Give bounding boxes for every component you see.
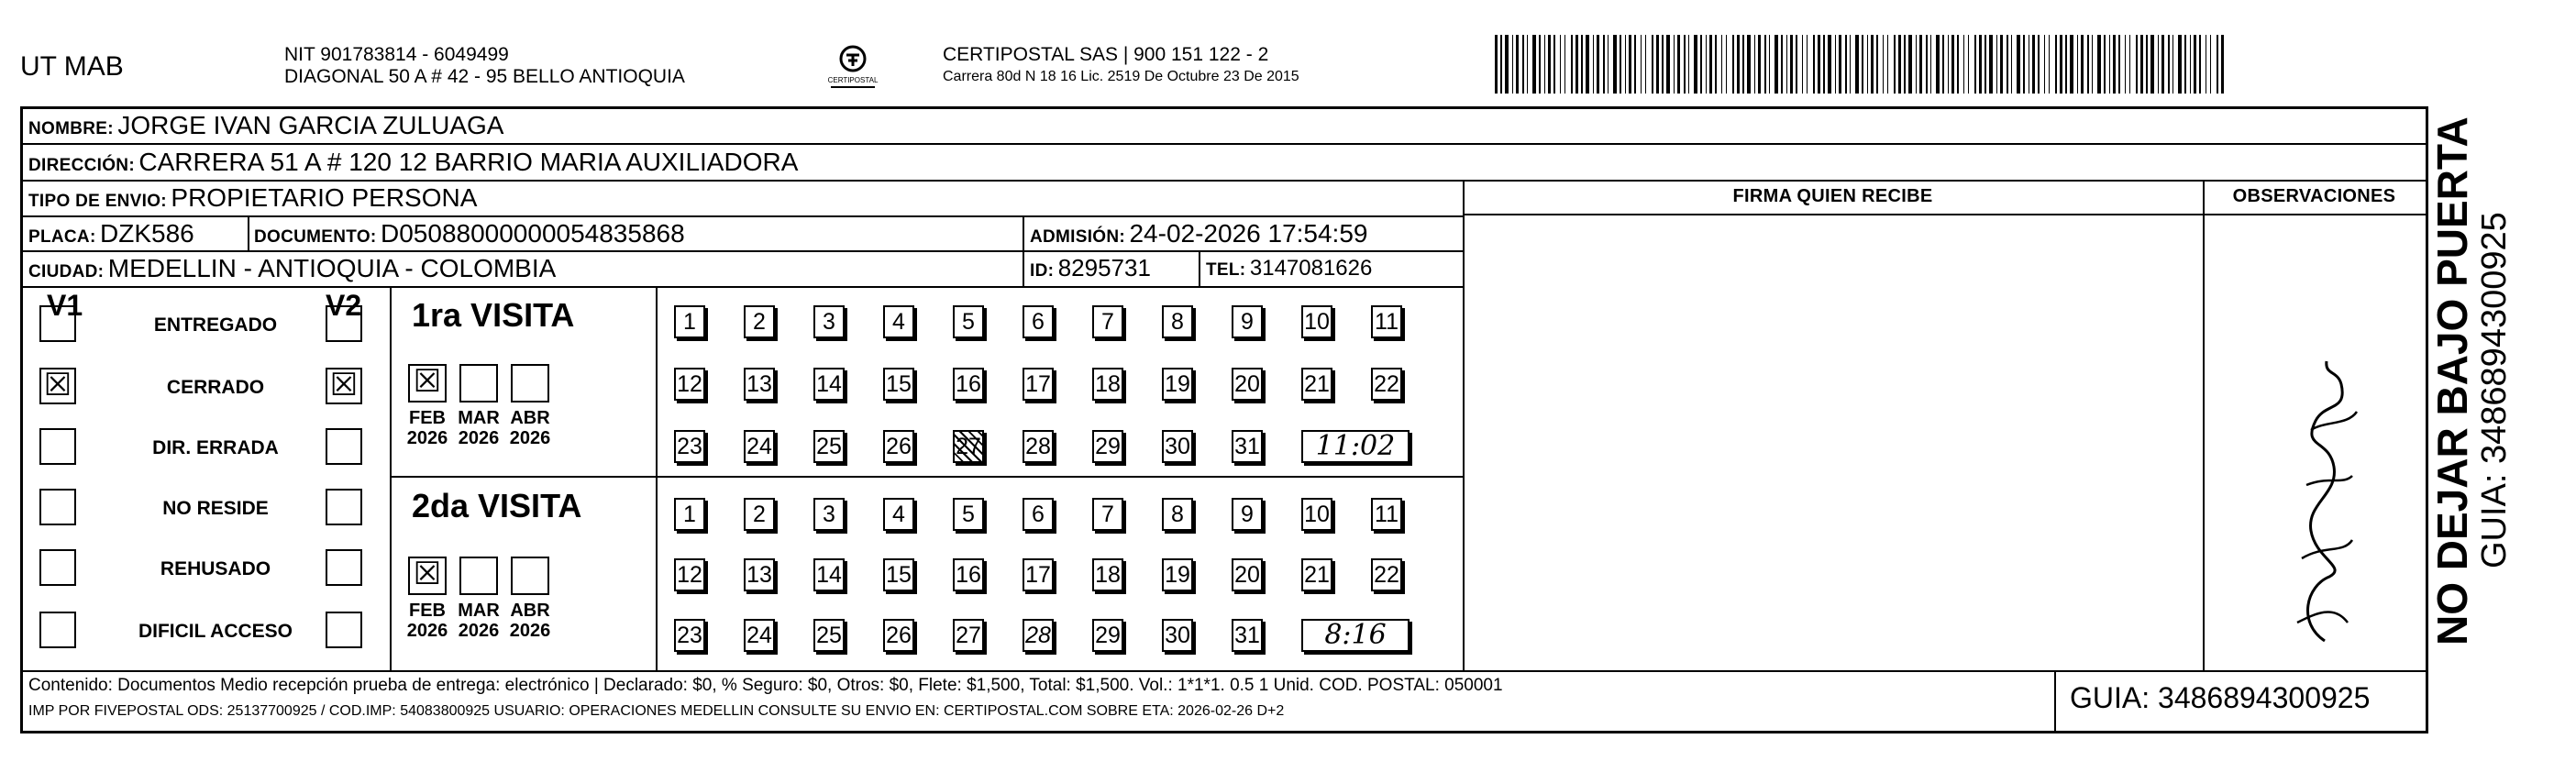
- month-label: FEB 2026: [406, 601, 448, 641]
- barcode-bar: [1709, 35, 1712, 94]
- day-box[interactable]: 29: [1092, 619, 1123, 652]
- v1-checkbox[interactable]: ☒: [39, 368, 76, 404]
- day-box[interactable]: 21: [1301, 368, 1332, 401]
- day-box[interactable]: 3: [813, 305, 845, 338]
- barcode-bar: [2190, 35, 2191, 94]
- barcode-bar: [2161, 35, 2164, 94]
- day-box[interactable]: 6: [1023, 305, 1054, 338]
- v2-checkbox[interactable]: ☒: [326, 368, 362, 404]
- documento-value: D05088000000054835868: [381, 219, 685, 248]
- barcode-bar: [1963, 35, 1964, 94]
- barcode-bar: [2199, 35, 2201, 94]
- day-box[interactable]: 21: [1301, 558, 1332, 591]
- barcode-bar: [1898, 35, 1901, 94]
- barcode-bar: [1516, 35, 1519, 94]
- month-label: ABR 2026: [509, 408, 551, 448]
- barcode-bar: [2217, 35, 2218, 94]
- day-box[interactable]: 3: [813, 498, 845, 531]
- v2-header: V2: [326, 289, 362, 322]
- barcode-bar: [1802, 35, 1803, 94]
- direccion-value: CARRERA 51 A # 120 12 BARRIO MARIA AUXILIADORA: [138, 148, 799, 176]
- barcode-bar: [1674, 35, 1675, 94]
- company-name: UT MAB: [20, 51, 124, 82]
- company-nit: NIT 901783814 - 6049499: [284, 44, 509, 65]
- side-guia: GUIA: 3486894300925: [2475, 212, 2514, 568]
- v2-checkbox[interactable]: [326, 549, 362, 586]
- barcode-bar: [1818, 35, 1820, 94]
- barcode-bar: [2150, 35, 2154, 94]
- barcode-bar: [1522, 35, 1524, 94]
- day-box[interactable]: 17: [1023, 558, 1054, 591]
- barcode-bar: [2158, 35, 2159, 94]
- barcode-bar: [2070, 35, 2073, 94]
- first-visit-title: 1ra VISITA: [412, 296, 575, 334]
- second-visit-title: 2da VISITA: [412, 487, 582, 524]
- day-box[interactable]: 9: [1232, 305, 1263, 338]
- barcode-bar: [1726, 35, 1727, 94]
- month-checkbox[interactable]: [459, 557, 498, 595]
- barcode-bar: [1828, 35, 1831, 94]
- barcode-bar: [2011, 35, 2012, 94]
- month-checkbox[interactable]: [511, 364, 549, 403]
- barcode-bar: [2194, 35, 2196, 94]
- status-label: ENTREGADO: [153, 314, 278, 336]
- barcode-bar: [2081, 35, 2084, 94]
- v2-checkbox[interactable]: [326, 489, 362, 525]
- day-box[interactable]: 8: [1162, 305, 1193, 338]
- id-label: ID:: [1030, 261, 1055, 281]
- barcode-bar: [2172, 35, 2173, 94]
- barcode-bar: [1894, 35, 1896, 94]
- barcode-bar: [1835, 35, 1836, 94]
- barcode-bar: [1974, 35, 1976, 94]
- delivery-form: [20, 106, 2428, 733]
- day-box[interactable]: 20: [1232, 558, 1263, 591]
- day-box[interactable]: 12: [674, 368, 705, 401]
- day-box[interactable]: 18: [1092, 368, 1123, 401]
- day-box[interactable]: 5: [953, 498, 984, 531]
- documento-label: DOCUMENTO:: [254, 227, 377, 247]
- barcode-bar: [1581, 35, 1583, 94]
- month-label: FEB 2026: [406, 408, 448, 448]
- barcode-bar: [1807, 35, 1808, 94]
- day-box[interactable]: 15: [883, 558, 914, 591]
- barcode-bar: [2168, 35, 2170, 94]
- barcode-bar: [1721, 35, 1722, 94]
- barcode-bar: [2077, 35, 2078, 94]
- day-box[interactable]: 19: [1162, 368, 1193, 401]
- barcode: [1495, 35, 2228, 94]
- no-dejar-bajo-puerta: NO DEJAR BAJO PUERTA: [2428, 116, 2476, 645]
- month-checkbox[interactable]: ☒: [408, 557, 447, 595]
- day-box[interactable]: 30: [1162, 619, 1193, 652]
- barcode-bar: [1586, 35, 1589, 94]
- day-box[interactable]: 19: [1162, 558, 1193, 591]
- month-checkbox[interactable]: ☒: [408, 364, 447, 403]
- barcode-bar: [2032, 35, 2035, 94]
- barcode-bar: [1758, 35, 1761, 94]
- day-box[interactable]: 11: [1371, 305, 1402, 338]
- admision-value: 24-02-2026 17:54:59: [1129, 219, 1368, 248]
- barcode-bar: [1715, 35, 1717, 94]
- guia-number: GUIA: 3486894300925: [2070, 681, 2371, 714]
- placa-value: DZK586: [100, 219, 194, 248]
- barcode-bar: [1684, 35, 1686, 94]
- direccion-label: DIRECCIÓN:: [28, 156, 135, 175]
- barcode-bar: [2146, 35, 2148, 94]
- day-box[interactable]: 23: [674, 430, 705, 463]
- barcode-bar: [1603, 35, 1605, 94]
- day-box[interactable]: 18: [1092, 558, 1123, 591]
- barcode-bar: [1790, 35, 1793, 94]
- day-box[interactable]: 31: [1232, 619, 1263, 652]
- barcode-bar: [1862, 35, 1863, 94]
- barcode-bar: [1942, 35, 1944, 94]
- v2-checkbox[interactable]: [326, 305, 362, 342]
- status-label: CERRADO: [166, 377, 265, 398]
- day-box[interactable]: 28: [1023, 619, 1054, 652]
- day-box[interactable]: 5: [953, 305, 984, 338]
- ciudad-value: MEDELLIN - ANTIOQUIA - COLOMBIA: [107, 254, 557, 282]
- day-box[interactable]: 24: [744, 619, 775, 652]
- barcode-bar: [1539, 35, 1541, 94]
- tipo-value: PROPIETARIO PERSONA: [171, 183, 478, 212]
- day-box[interactable]: 31: [1232, 430, 1263, 463]
- company-address: DIAGONAL 50 A # 42 - 95 BELLO ANTIOQUIA: [284, 66, 685, 87]
- carrier-name: CERTIPOSTAL SAS | 900 151 122 - 2: [943, 44, 1269, 65]
- footer-impresion: IMP POR FIVEPOSTAL ODS: 25137700925 / COD.IMP: 54083800925 USUARIO: OPERACIONES MEDELLIN CONSULTE SU ENVIO EN: CERTIPOSTAL.COM SOBRE ETA: 2026-02-26 D+2: [28, 703, 1285, 719]
- day-box[interactable]: 22: [1371, 558, 1402, 591]
- barcode-bar: [2109, 35, 2110, 94]
- barcode-bar: [2060, 35, 2062, 94]
- status-label: DIFICIL ACCESO: [138, 621, 293, 642]
- barcode-bar: [1876, 35, 1878, 94]
- carrier-license: Carrera 80d N 18 16 Lic. 2519 De Octubre 23 De 2015: [943, 69, 1299, 84]
- barcode-bar: [1495, 35, 1498, 94]
- v1-checkbox[interactable]: [39, 612, 76, 648]
- barcode-bar: [2055, 35, 2057, 94]
- id-value: 8295731: [1057, 254, 1151, 281]
- day-box[interactable]: 25: [813, 619, 845, 652]
- day-box[interactable]: 14: [813, 368, 845, 401]
- barcode-bar: [1989, 35, 1993, 94]
- barcode-bar: [1544, 35, 1545, 94]
- barcode-bar: [1957, 35, 1959, 94]
- barcode-bar: [1936, 35, 1940, 94]
- barcode-bar: [2221, 35, 2224, 94]
- status-label: NO RESIDE: [162, 498, 269, 519]
- firma-header: FIRMA QUIEN RECIBE: [1732, 186, 1933, 206]
- barcode-bar: [1629, 35, 1631, 94]
- status-label: REHUSADO: [160, 558, 271, 579]
- day-box[interactable]: 2: [744, 305, 775, 338]
- barcode-bar: [1564, 35, 1565, 94]
- barcode-bar: [1919, 35, 1922, 94]
- day-box[interactable]: 10: [1301, 498, 1332, 531]
- v1-checkbox[interactable]: [39, 428, 76, 465]
- footer-content: Contenido: Documentos Medio recepción prueba de entrega: electrónico | Declarado: $0, % Seguro: $0, Otros: $0, Flete: $1,500, Total: $1,500. Vol.: 1*1*1. 0.5 1 Unid. COD. POSTAL: 050001: [28, 676, 1503, 695]
- month-checkbox[interactable]: [511, 557, 549, 595]
- barcode-bar: [1930, 35, 1931, 94]
- barcode-bar: [1754, 35, 1755, 94]
- barcode-bar: [1742, 35, 1744, 94]
- day-box[interactable]: 27: [953, 619, 984, 652]
- day-box[interactable]: 20: [1232, 368, 1263, 401]
- barcode-bar: [1656, 35, 1659, 94]
- barcode-bar: [2118, 35, 2120, 94]
- barcode-bar: [1850, 35, 1851, 94]
- barcode-bar: [2184, 35, 2186, 94]
- day-box[interactable]: 14: [813, 558, 845, 591]
- v1-header: V1: [47, 289, 83, 322]
- visit-time: 8:16: [1301, 619, 1410, 652]
- day-box[interactable]: 4: [883, 305, 914, 338]
- barcode-bar: [2140, 35, 2143, 94]
- barcode-bar: [1813, 35, 1815, 94]
- barcode-bar: [1985, 35, 1986, 94]
- ciudad-label: CIUDAD:: [28, 262, 105, 281]
- barcode-bar: [1500, 35, 1502, 94]
- day-box[interactable]: 13: [744, 368, 775, 401]
- day-box[interactable]: 11: [1371, 498, 1402, 531]
- day-box[interactable]: 16: [953, 368, 984, 401]
- day-box[interactable]: 22: [1371, 368, 1402, 401]
- day-box[interactable]: 6: [1023, 498, 1054, 531]
- day-box[interactable]: 16: [953, 558, 984, 591]
- barcode-bar: [1781, 35, 1783, 94]
- barcode-bar: [1883, 35, 1884, 94]
- barcode-bar: [2007, 35, 2008, 94]
- barcode-bar: [2065, 35, 2067, 94]
- barcode-bar: [1823, 35, 1825, 94]
- day-box[interactable]: 12: [674, 558, 705, 591]
- day-box[interactable]: 10: [1301, 305, 1332, 338]
- barcode-bar: [1553, 35, 1555, 94]
- barcode-bar: [1747, 35, 1751, 94]
- admision-label: ADMISIÓN:: [1030, 227, 1126, 247]
- barcode-bar: [1560, 35, 1561, 94]
- tel-value: 3147081626: [1249, 256, 1373, 281]
- v1-checkbox[interactable]: [39, 549, 76, 586]
- day-box[interactable]: 1: [674, 498, 705, 531]
- barcode-bar: [1634, 35, 1636, 94]
- day-box[interactable]: 27: [953, 430, 984, 463]
- barcode-bar: [1887, 35, 1888, 94]
- barcode-bar: [2017, 35, 2020, 94]
- barcode-bar: [1625, 35, 1626, 94]
- barcode-bar: [1694, 35, 1697, 94]
- barcode-bar: [1926, 35, 1928, 94]
- barcode-bar: [2136, 35, 2138, 94]
- tel-label: TEL:: [1206, 260, 1246, 280]
- barcode-bar: [1732, 35, 1734, 94]
- barcode-bar: [1641, 35, 1642, 94]
- barcode-bar: [2087, 35, 2089, 94]
- day-box[interactable]: 24: [744, 430, 775, 463]
- barcode-bar: [1867, 35, 1868, 94]
- barcode-bar: [2023, 35, 2025, 94]
- barcode-bar: [1666, 35, 1670, 94]
- barcode-bar: [2000, 35, 2003, 94]
- day-box[interactable]: 8: [1162, 498, 1193, 531]
- barcode-bar: [1608, 35, 1609, 94]
- barcode-bar: [1527, 35, 1528, 94]
- nombre-value: JORGE IVAN GARCIA ZULUAGA: [117, 111, 504, 139]
- barcode-bar: [2097, 35, 2101, 94]
- observaciones-header: OBSERVACIONES: [2232, 186, 2396, 206]
- visit-time: 11:02: [1301, 430, 1410, 463]
- barcode-bar: [1769, 35, 1770, 94]
- barcode-bar: [1948, 35, 1949, 94]
- day-box[interactable]: 23: [674, 619, 705, 652]
- day-box[interactable]: 2: [744, 498, 775, 531]
- month-label: ABR 2026: [509, 601, 551, 641]
- barcode-bar: [1737, 35, 1740, 94]
- barcode-bar: [1908, 35, 1912, 94]
- barcode-bar: [1979, 35, 1982, 94]
- barcode-bar: [2178, 35, 2182, 94]
- nombre-label: NOMBRE:: [28, 119, 114, 138]
- svg-text:CERTIPOSTAL: CERTIPOSTAL: [827, 76, 879, 84]
- barcode-bar: [2113, 35, 2116, 94]
- barcode-bar: [2044, 35, 2045, 94]
- day-box[interactable]: 4: [883, 498, 914, 531]
- day-box[interactable]: 1: [674, 305, 705, 338]
- day-box[interactable]: 15: [883, 368, 914, 401]
- barcode-bar: [1677, 35, 1680, 94]
- day-box[interactable]: 7: [1092, 498, 1123, 531]
- day-box[interactable]: 26: [883, 430, 914, 463]
- barcode-bar: [2092, 35, 2093, 94]
- v1-checkbox[interactable]: [39, 305, 76, 342]
- barcode-bar: [1512, 35, 1513, 94]
- month-label: MAR 2026: [458, 408, 500, 448]
- barcode-bar: [1652, 35, 1653, 94]
- day-box[interactable]: 17: [1023, 368, 1054, 401]
- day-box[interactable]: 30: [1162, 430, 1193, 463]
- barcode-bar: [2038, 35, 2040, 94]
- barcode-bar: [1688, 35, 1689, 94]
- barcode-bar: [2210, 35, 2211, 94]
- barcode-bar: [1505, 35, 1509, 94]
- v2-checkbox[interactable]: [326, 428, 362, 465]
- barcode-bar: [1571, 35, 1573, 94]
- barcode-bar: [1620, 35, 1621, 94]
- barcode-bar: [1662, 35, 1664, 94]
- barcode-bar: [1774, 35, 1778, 94]
- status-label: DIR. ERRADA: [152, 437, 279, 458]
- barcode-bar: [1996, 35, 1997, 94]
- barcode-bar: [2104, 35, 2106, 94]
- barcode-bar: [1786, 35, 1787, 94]
- barcode-bar: [1796, 35, 1797, 94]
- day-box[interactable]: 13: [744, 558, 775, 591]
- certipostal-logo: [824, 42, 882, 92]
- barcode-bar: [1548, 35, 1551, 94]
- barcode-bar: [1916, 35, 1917, 94]
- barcode-bar: [1764, 35, 1766, 94]
- day-box[interactable]: 9: [1232, 498, 1263, 531]
- tipo-label: TIPO DE ENVIO:: [28, 192, 167, 211]
- day-box[interactable]: 26: [883, 619, 914, 652]
- barcode-bar: [1575, 35, 1578, 94]
- day-box[interactable]: 7: [1092, 305, 1123, 338]
- barcode-bar: [1839, 35, 1841, 94]
- v1-checkbox[interactable]: [39, 489, 76, 525]
- placa-label: PLACA:: [28, 227, 96, 247]
- side-panel: [2428, 114, 2538, 645]
- barcode-bar: [1613, 35, 1617, 94]
- barcode-bar: [1904, 35, 1906, 94]
- barcode-bar: [1645, 35, 1646, 94]
- barcode-bar: [2125, 35, 2126, 94]
- barcode-bar: [1597, 35, 1599, 94]
- day-box[interactable]: 29: [1092, 430, 1123, 463]
- day-box[interactable]: 28: [1023, 430, 1054, 463]
- barcode-bar: [1700, 35, 1702, 94]
- barcode-bar: [1593, 35, 1594, 94]
- barcode-bar: [1706, 35, 1707, 94]
- month-label: MAR 2026: [458, 601, 500, 641]
- barcode-bar: [2049, 35, 2050, 94]
- v2-checkbox[interactable]: [326, 612, 362, 648]
- barcode-bar: [1855, 35, 1859, 94]
- barcode-bar: [1532, 35, 1536, 94]
- month-checkbox[interactable]: [459, 364, 498, 403]
- signature: [2261, 347, 2371, 650]
- day-box[interactable]: 25: [813, 430, 845, 463]
- barcode-bar: [2129, 35, 2130, 94]
- barcode-bar: [1968, 35, 1969, 94]
- barcode-bar: [1951, 35, 1954, 94]
- barcode-bar: [1871, 35, 1874, 94]
- barcode-bar: [1845, 35, 1847, 94]
